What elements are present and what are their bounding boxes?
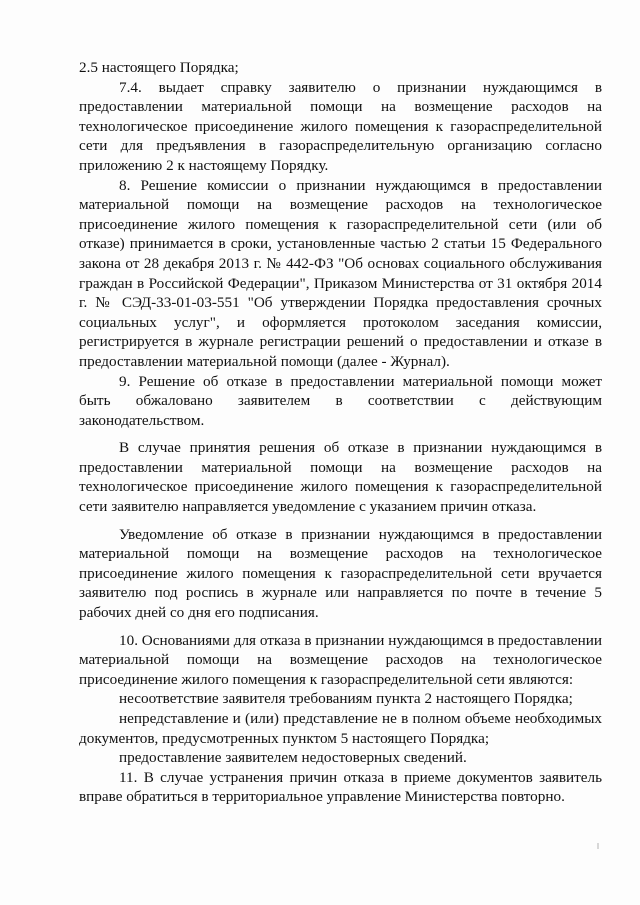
paragraph-2-5-end: 2.5 настоящего Порядка; (79, 59, 239, 76)
paragraph-7-4: 7.4. выдает справку заявителю о признании нуждающимся в предоставлении материальной помощи на возмещение расходов на технологическое присоединение жилого помещения к газораспределительной сети для предъявления в газораспределительную организацию согласно приложению 2 к настоящему Порядку. (79, 78, 602, 174)
paragraph-10-item-1: несоответствие заявителя требованиям пункта 2 настоящего Порядка; (119, 690, 573, 708)
paragraph-notice-delivery: Уведомление об отказе в признании нуждающимся в предоставлении материальной помощи на возмещение расходов на технологическое присоединение жилого помещения к газораспределительной сети вручается заявителю под роспись в журнале или направляется по почте в течение 5 рабочих дней со дня его подписания. (79, 525, 602, 622)
paragraph-10: 10. Основаниями для отказа в признании нуждающимся в предоставлении материальной помощи на возмещение расходов на технологическое присоединение жилого помещения к газораспределительной сети являются: (79, 631, 602, 688)
paragraph-refusal-notice: В случае принятия решения об отказе в признании нуждающимся в предоставлении материальной помощи на возмещение расходов на технологическое присоединение жилого помещения к газораспределительной сети заявителю направляется уведомление с указанием причин отказа. (79, 439, 602, 516)
paragraph-9: 9. Решение об отказе в предоставлении материальной помощи может быть обжаловано заявителем в соответствии с действующим законодательством. (79, 372, 602, 429)
paragraph-10-item-3: предоставление заявителем недостоверных сведений. (119, 749, 467, 767)
scan-artifact (597, 843, 599, 849)
paragraph-8: 8. Решение комиссии о признании нуждающимся в предоставлении материальной помощи на возмещение расходов на технологическое присоединение жилого помещения к газораспределительной сети (или об отказе) принимается в сроки, установленные частью 2 статьи 15 Федерального закона от 28 декабря 2013 г. № 442-ФЗ "Об основах социального обслуживания граждан в Российской Федерации", Приказом Министерства от 31 октября 2014 г. № СЭД-33-01-03-551 "Об утверждении Порядка предоставления срочных социальных услуг", и оформляется протоколом заседания комиссии, регистрируется в журнале регистрации решений о предоставлении и отказе в предоставлении материальной помощи (далее - Журнал). (79, 176, 602, 370)
paragraph-10-item-2: непредставление и (или) представление не в полном объеме необходимых документов, предусмотренных пунктом 5 настоящего Порядка; (79, 710, 602, 747)
paragraph-11: 11. В случае устранения причин отказа в приеме документов заявитель вправе обратиться в территориальное управление Министерства повторно. (79, 768, 602, 806)
document-body (79, 58, 602, 807)
